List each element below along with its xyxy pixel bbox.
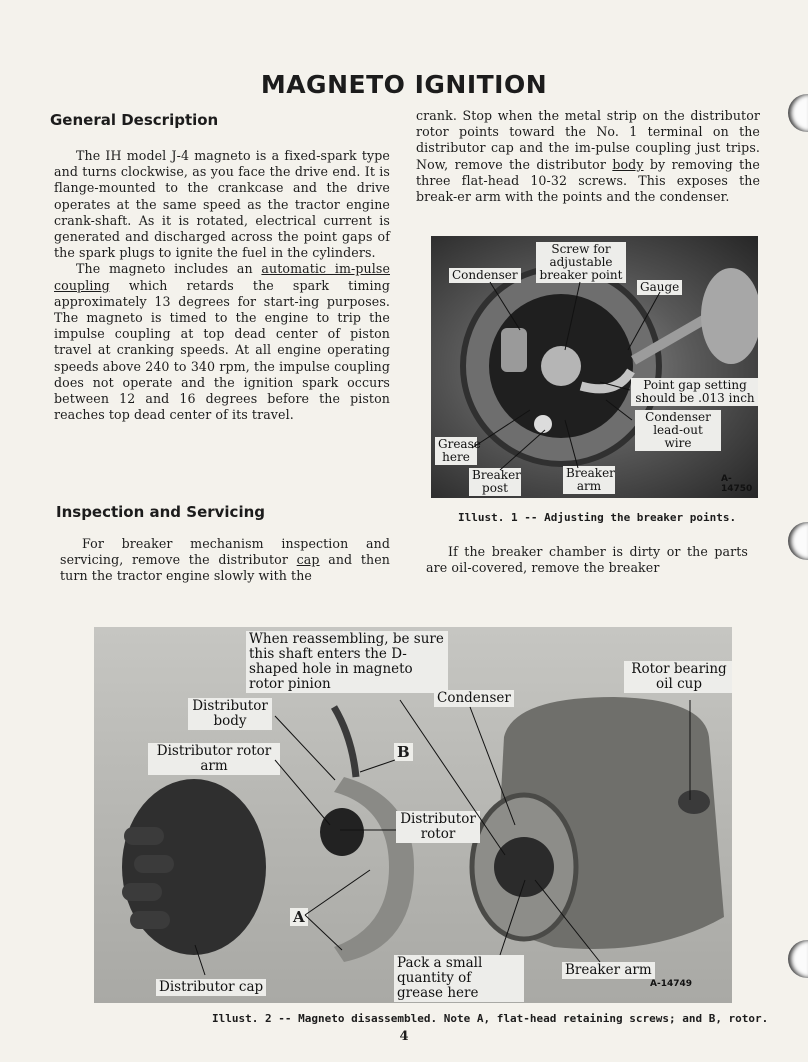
leader-a-2 [305,915,342,950]
page-title: MAGNETO IGNITION [260,70,548,99]
leader-point-gap [600,382,630,390]
leader-breaker-arm [565,420,578,468]
illustration-1-caption: Illust. 1 -- Adjusting the breaker points. [458,511,737,524]
right-p1-start: crank. Stop when the metal strip on the distributor rotor points toward the No. 1 terminal on the distributor cap and the im-pulse coupling just trips. Now, remove the distributor [416,108,760,172]
inspection-p1-end: and then turn the tractor engine slowly with the [60,552,390,584]
leader-grease [472,410,530,448]
label-distributor-rotor-arm: Distributor rotor arm [148,743,280,775]
leader-condenser-2 [470,707,515,825]
label-lead-out-wire: Condenser lead-out wire [635,410,721,451]
label-distributor-cap: Distributor cap [156,979,266,996]
general-p2-start: The magneto includes an [76,261,262,277]
leader-breaker-arm-2 [535,880,600,962]
leader-breaker-post [500,430,545,470]
leader-distributor-cap [195,945,205,975]
leader-a-1 [305,870,370,915]
impulse-coupling-term: automatic im-pulse coupling [54,261,390,293]
label-distributor-body: Distributor body [188,698,272,730]
label-breaker-arm-2: Breaker arm [562,962,655,979]
inspection-p1-start: For breaker mechanism inspection and servicing, remove the distributor [60,536,390,568]
illustration-1-code: A-14750 [721,474,753,494]
leader-rotor-arm [275,760,330,825]
inspection-heading: Inspection and Servicing [56,503,266,521]
label-rotor-bearing-oil-cup: Rotor bearing oil cup [624,661,732,693]
label-condenser-2: Condenser [434,690,514,707]
label-screw-adjustable-point: Screw for adjustable breaker point [536,242,626,283]
leader-screw [565,282,580,350]
leader-pack-grease [500,880,525,955]
general-description-heading: General Description [50,111,219,129]
illustration-2-code: A-14749 [650,979,693,989]
leader-b [360,760,395,772]
right-paragraph-2: If the breaker chamber is dirty or the parts are oil-covered, remove the breaker [426,544,748,576]
label-distributor-rotor: Distributor rotor [396,811,480,843]
body-term: body [612,156,644,172]
label-reassembling-note: When reassembling, be sure this shaft enters the D-shaped hole in magneto rotor pinion [246,631,448,693]
leader-lead-out [606,400,632,420]
page-number: 4 [399,1029,409,1044]
label-breaker-post: Breaker post [469,468,521,496]
label-pack-grease: Pack a small quantity of grease here [394,955,524,1002]
label-breaker-arm: Breaker arm [563,466,615,494]
label-point-gap: Point gap setting should be .013 inch [631,378,758,406]
cap-term: cap [296,552,320,568]
label-condenser: Condenser [449,268,521,283]
leader-reassembling [400,700,505,855]
label-gauge: Gauge [637,280,682,295]
marker-b: B [394,743,413,761]
general-paragraph-1: The IH model J-4 magneto is a fixed-spark type and turns clockwise, as you face the drive end. It is flange-mounted to the crankcase and the drive operates at the same speed as the tractor engine crank-shaft. As it is rotated, electrical current is generated and discharged across the point gaps of the spark plugs to ignite the fuel in the cylinders. [54,148,390,261]
label-grease-here: Grease here [435,437,477,465]
marker-a: A [290,908,308,926]
leader-gauge [628,292,660,350]
leader-condenser [490,282,520,330]
right-p1-end: by removing the three flat-head 10-32 screws. This exposes the break-er arm with the points and the condenser. [416,156,760,205]
illustration-2-caption: Illust. 2 -- Magneto disassembled. Note A, flat-head retaining screws; and B, rotor. [212,1012,769,1025]
general-p2-end: which retards the spark timing approximately 13 degrees for start-ing purposes. The magneto is timed to the engine to trip the impulse coupling at top dead center of piston travel at cranking speeds. At all engine operating speeds above 240 to 340 rpm, the impulse coupling does not operate and the ignition spark occurs between 12 and 16 degrees before the piston reaches top dead center of its travel. [54,277,390,423]
